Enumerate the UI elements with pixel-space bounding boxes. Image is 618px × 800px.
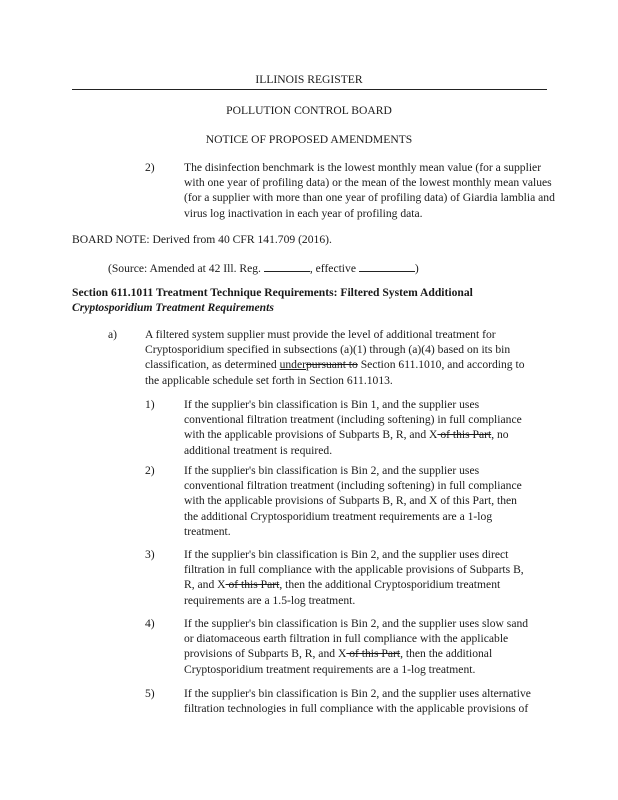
deleted-text: pursuant to [305, 358, 358, 372]
item-text: If the supplier's bin classification is Bin 2, and the supplier uses direct filtration in full compliance with the applicable provisions of Subparts B, R, and X of this Part, then the additional Cryptosporidium treatment requirements are a 1.5-log treatment. [184, 548, 524, 607]
item-text: If the supplier's bin classification is Bin 1, and the supplier uses conventional filtration treatment (including softening) in full compliance with the applicable provisions of Subparts B, R, and X of this Part, no additional treatment is required. [184, 398, 522, 457]
inserted-text: under [279, 358, 306, 372]
source-suffix: ) [414, 262, 419, 275]
register-title: ILLINOIS REGISTER [255, 73, 363, 86]
source-prefix: (Source: Amended at 42 Ill. Reg. [108, 262, 264, 275]
board-note: BOARD NOTE: Derived from 40 CFR 141.709 (2016). [72, 233, 332, 246]
para-a-label: a) [108, 328, 118, 341]
source-middle: , effective [309, 262, 359, 275]
para-a-line: Cryptosporidium specified in subsections (a)(1) through (a)(4) based on its bin [145, 343, 511, 357]
register-blank [264, 260, 310, 272]
header-rule [72, 89, 547, 90]
item-number: 2) [145, 161, 155, 174]
item-text: If the supplier's bin classification is Bin 2, and the supplier uses slow sand or diatomaceous earth filtration in full compliance with the applicable provisions of Subparts B, R, and X of this Part, then the additional Cryptosporidium treatment requirements are a 1-log treatment. [184, 617, 529, 676]
para-a-text [145, 327, 555, 388]
item-number: 2) [145, 464, 155, 477]
para-a-line: classification, as determined underpursuant to Section 611.1010, and according to [145, 358, 525, 372]
board-title: POLLUTION CONTROL BOARD [226, 104, 392, 117]
notice-title: NOTICE OF PROPOSED AMENDMENTS [205, 133, 413, 146]
effective-blank [359, 260, 415, 272]
item-text: If the supplier's bin classification is Bin 2, and the supplier uses conventional filtration treatment (including softening) in full compliance with the applicable provisions of Subparts B, R, and X of this Part, then the additional Cryptosporidium treatment requirements are a 1-log treatment. [184, 464, 522, 538]
section-heading-cont: Cryptosporidium Treatment Requirements [72, 301, 274, 314]
item-number: 4) [145, 617, 155, 630]
deleted-text: of this Part [437, 428, 492, 442]
disinfection-benchmark-text: The disinfection benchmark is the lowest monthly mean value (for a supplier with one year of profiling data) or the mean of the lowest monthly mean values (for a supplier with more than one year of profiling data) of Giardia lamblia and virus log inactivation in each year of profiling data. [184, 161, 555, 220]
item-number: 5) [145, 687, 155, 700]
item-text: If the supplier's bin classification is Bin 2, and the supplier uses alternative filtration technologies in full compliance with the applicable provisions of [184, 687, 531, 716]
deleted-text: of this Part [346, 647, 401, 661]
para-a-line: A filtered system supplier must provide the level of additional treatment for [145, 328, 496, 341]
para-a-line: the applicable schedule set forth in Section 611.1013. [145, 373, 393, 387]
item-number: 3) [145, 548, 155, 561]
section-heading: Section 611.1011 Treatment Technique Requirements: Filtered System Additional [72, 286, 473, 299]
deleted-text: of this Part [225, 578, 280, 592]
item-number: 1) [145, 398, 155, 411]
source-line [108, 260, 419, 276]
